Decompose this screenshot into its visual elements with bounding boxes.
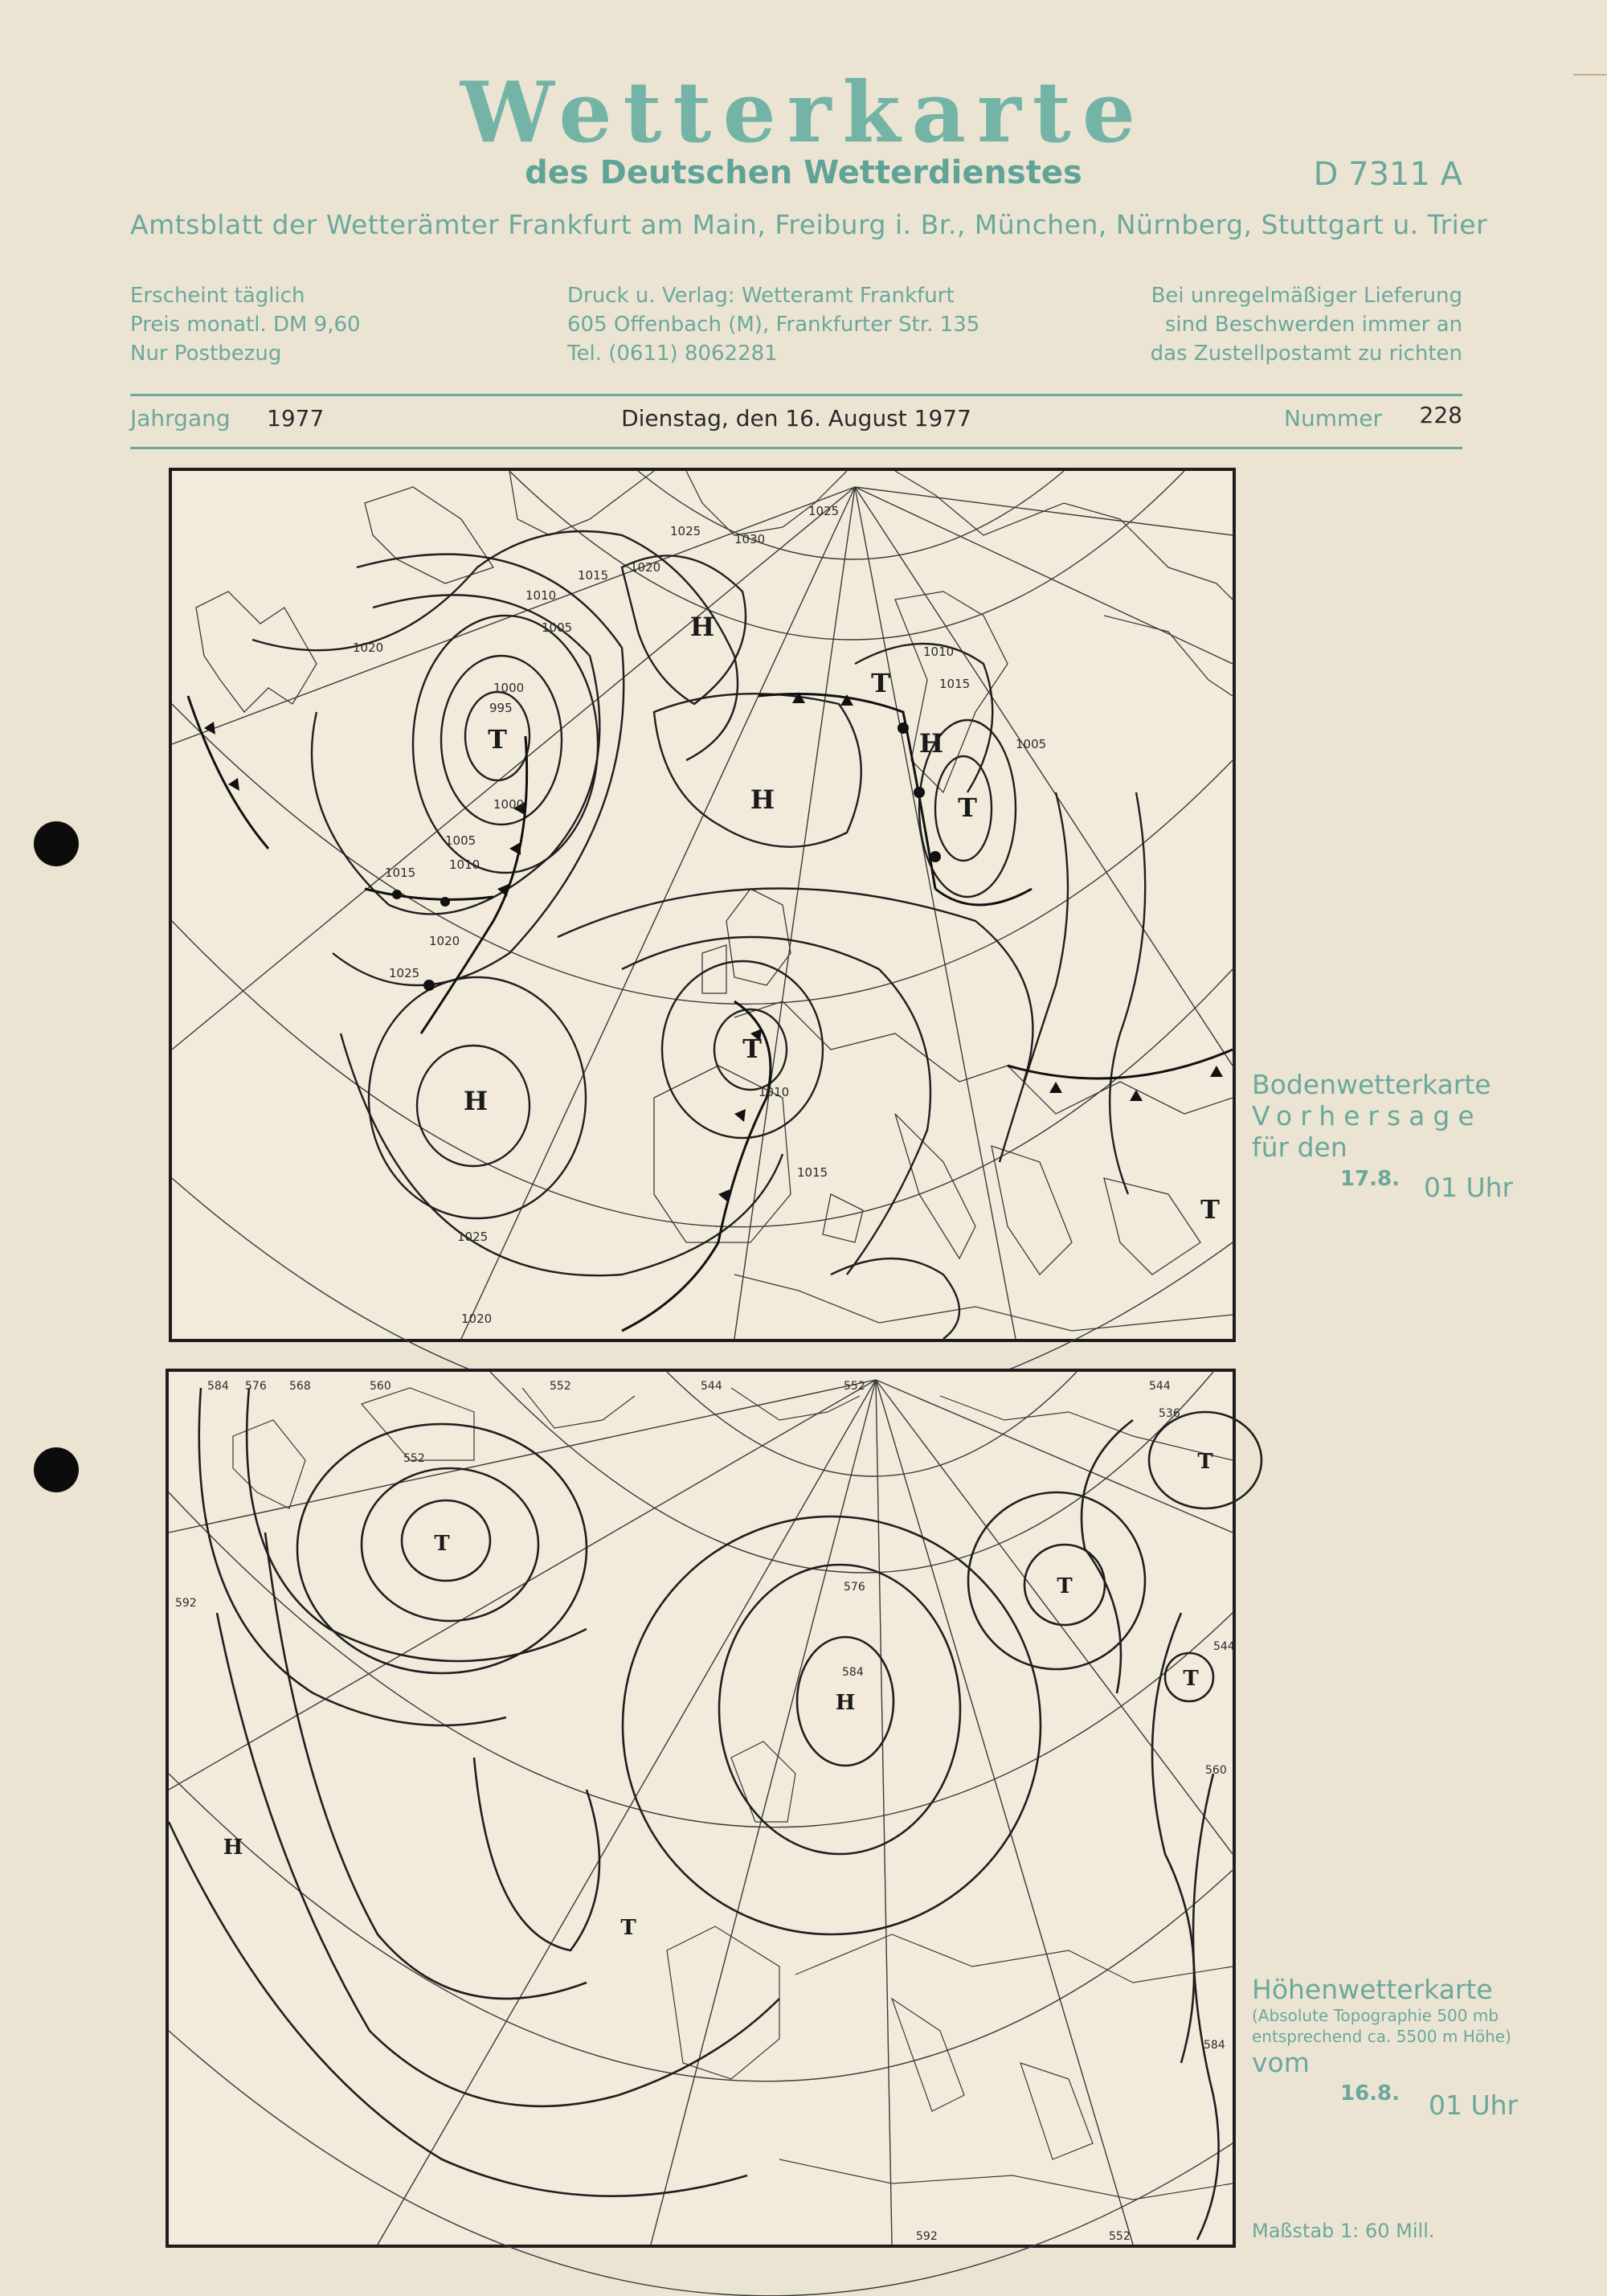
low-pressure-label: T bbox=[1183, 1667, 1199, 1691]
upper-map-drawing bbox=[169, 1372, 1233, 2245]
surface-map-date: 17.8. bbox=[1340, 1167, 1401, 1191]
contour-value: 568 bbox=[289, 1380, 311, 1393]
low-pressure-label: T bbox=[742, 1033, 762, 1064]
isobar-value: 1015 bbox=[797, 1165, 828, 1180]
high-pressure-label: H bbox=[835, 1691, 856, 1715]
info-line: Druck u. Verlag: Wetteramt Frankfurt bbox=[567, 284, 955, 308]
isobar-value: 1010 bbox=[525, 588, 557, 603]
isobar-value: 1020 bbox=[461, 1312, 493, 1326]
caption-forecast: Vorhersage bbox=[1252, 1100, 1482, 1132]
isobar-value: 1020 bbox=[429, 934, 460, 948]
punch-hole bbox=[34, 1447, 79, 1492]
isobar-value: 1015 bbox=[939, 677, 971, 691]
contour-value: 544 bbox=[1149, 1380, 1171, 1393]
isobar-value: 1005 bbox=[445, 833, 476, 848]
pressure-system-labels bbox=[223, 1450, 1214, 1940]
contour-value: 544 bbox=[701, 1380, 722, 1393]
caption-for-the: für den bbox=[1252, 1132, 1347, 1163]
contour-value: 584 bbox=[207, 1380, 229, 1393]
contour-value: 592 bbox=[175, 1597, 197, 1610]
caption-note: (Absolute Topographie 500 mb bbox=[1252, 2006, 1499, 2025]
info-right bbox=[1151, 281, 1462, 368]
caption-from: vom bbox=[1252, 2047, 1310, 2078]
masthead-subtitle: des Deutschen Wetterdienstes bbox=[525, 154, 1082, 191]
contour-value: 560 bbox=[1205, 1764, 1227, 1777]
info-line: Erscheint täglich bbox=[130, 284, 305, 308]
info-line: Preis monatl. DM 9,60 bbox=[130, 313, 361, 337]
isobar-value: 1020 bbox=[630, 560, 661, 575]
info-left bbox=[130, 281, 361, 368]
low-pressure-label: T bbox=[871, 668, 890, 698]
isobar-value: 1010 bbox=[759, 1085, 790, 1099]
upper-map-time: 01 Uhr bbox=[1429, 2089, 1519, 2121]
dateline bbox=[130, 402, 1462, 437]
contour-value: 592 bbox=[916, 2230, 938, 2243]
contour-value: 544 bbox=[1213, 1640, 1235, 1653]
low-pressure-label: T bbox=[1200, 1194, 1220, 1225]
high-pressure-label: H bbox=[918, 728, 944, 759]
info-line: das Zustellpostamt zu richten bbox=[1150, 342, 1462, 366]
isobar-value: 1015 bbox=[385, 866, 416, 880]
map-scale: Maßstab 1: 60 Mill. bbox=[1252, 2220, 1435, 2242]
header-rule-top bbox=[130, 394, 1462, 396]
surface-weather-map bbox=[169, 468, 1236, 1342]
surface-map-time: 01 Uhr bbox=[1424, 1172, 1514, 1203]
contours bbox=[169, 1388, 1261, 2240]
isobar-value: 1005 bbox=[542, 620, 573, 635]
low-pressure-label: T bbox=[1057, 1574, 1073, 1598]
high-pressure-label: H bbox=[223, 1836, 243, 1860]
surface-map-caption bbox=[1252, 1069, 1491, 1163]
isobar-value: 1005 bbox=[1016, 737, 1047, 751]
isobars bbox=[252, 531, 1145, 1339]
caption-title: Bodenwetterkarte bbox=[1252, 1069, 1491, 1100]
contour-value: 536 bbox=[1159, 1407, 1180, 1420]
isobar-value: 1010 bbox=[923, 645, 955, 659]
upper-air-map bbox=[166, 1369, 1236, 2248]
contour-value: 552 bbox=[844, 1380, 865, 1393]
contour-values bbox=[175, 1380, 1235, 2243]
isobar-value: 1025 bbox=[457, 1230, 489, 1244]
caption-note: entsprechend ca. 5500 m Höhe) bbox=[1252, 2027, 1511, 2046]
info-middle bbox=[567, 281, 979, 368]
coastlines bbox=[196, 471, 1233, 1331]
contour-value: 584 bbox=[842, 1666, 864, 1679]
info-line: Nur Postbezug bbox=[130, 342, 282, 366]
upper-map-caption bbox=[1252, 1974, 1511, 2078]
info-line: Bei unregelmäßiger Lieferung bbox=[1151, 284, 1462, 308]
issue-date: Dienstag, den 16. August 1977 bbox=[621, 405, 971, 432]
low-pressure-label: T bbox=[620, 1916, 636, 1940]
jahrgang-label: Jahrgang bbox=[130, 405, 231, 432]
front-symbols bbox=[204, 692, 1223, 1202]
isobar-value: 1025 bbox=[808, 504, 840, 518]
contour-value: 576 bbox=[844, 1581, 865, 1594]
jahrgang-value: 1977 bbox=[267, 405, 325, 432]
fronts bbox=[188, 694, 1233, 1332]
header-rule-bottom bbox=[130, 447, 1462, 449]
contour-value: 552 bbox=[1109, 2230, 1131, 2243]
high-pressure-label: H bbox=[463, 1086, 489, 1116]
upper-map-date: 16.8. bbox=[1340, 2081, 1401, 2106]
surface-map-drawing bbox=[172, 471, 1233, 1339]
isobar-value: 1020 bbox=[353, 641, 384, 655]
low-pressure-label: T bbox=[488, 724, 507, 755]
isobar-value: 1000 bbox=[493, 681, 525, 695]
punch-hole bbox=[34, 821, 79, 866]
isobar-value: 1030 bbox=[734, 532, 766, 546]
contour-value: 552 bbox=[403, 1452, 425, 1465]
info-line: sind Beschwerden immer an bbox=[1164, 313, 1462, 337]
high-pressure-label: H bbox=[689, 612, 715, 642]
masthead-title: Wetterkarte bbox=[460, 63, 1147, 162]
info-line: Tel. (0611) 8062281 bbox=[567, 342, 778, 366]
publication-code: D 7311 A bbox=[1313, 156, 1462, 193]
nummer-label: Nummer bbox=[1284, 405, 1382, 432]
isobar-value: 1025 bbox=[389, 966, 420, 980]
low-pressure-label: T bbox=[1197, 1450, 1213, 1474]
isobar-value: 1015 bbox=[578, 568, 609, 583]
amtsblatt-line: Amtsblatt der Wetterämter Frankfurt am Main, Freiburg i. Br., München, Nürnberg, Stuttgart u. Trier bbox=[130, 209, 1488, 240]
isobar-value: 1025 bbox=[670, 524, 701, 538]
contour-value: 552 bbox=[550, 1380, 571, 1393]
low-pressure-label: T bbox=[958, 792, 977, 823]
graticule bbox=[169, 1372, 1233, 2296]
low-pressure-label: T bbox=[434, 1532, 450, 1556]
high-pressure-label: H bbox=[750, 784, 775, 815]
contour-value: 560 bbox=[370, 1380, 391, 1393]
info-line: 605 Offenbach (M), Frankfurter Str. 135 bbox=[567, 313, 980, 337]
nummer-value: 228 bbox=[1419, 402, 1462, 428]
isobar-value: 1000 bbox=[493, 797, 525, 812]
contour-value: 584 bbox=[1204, 2039, 1225, 2052]
contour-value: 576 bbox=[245, 1380, 267, 1393]
isobar-value: 995 bbox=[489, 701, 513, 715]
isobar-value: 1010 bbox=[449, 857, 480, 872]
caption-title: Höhenwetterkarte bbox=[1252, 1974, 1493, 2005]
